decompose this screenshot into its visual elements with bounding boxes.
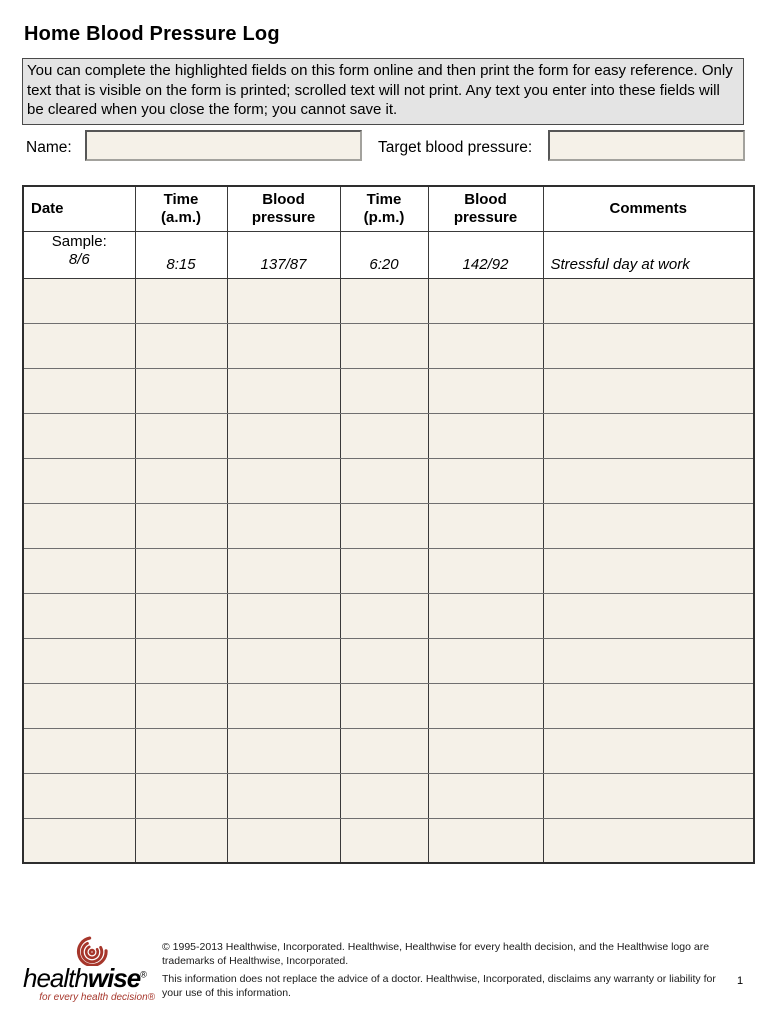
- empty-cell-time-am[interactable]: [135, 458, 227, 503]
- empty-cell-date[interactable]: [23, 413, 135, 458]
- empty-cell-time-am[interactable]: [135, 683, 227, 728]
- empty-cell-blood-pressure-pm[interactable]: [428, 368, 543, 413]
- empty-cell-comments[interactable]: [543, 548, 754, 593]
- empty-cell-comments[interactable]: [543, 773, 754, 818]
- empty-cell-date[interactable]: [23, 503, 135, 548]
- empty-cell-date[interactable]: [23, 818, 135, 863]
- empty-cell-date[interactable]: [23, 368, 135, 413]
- empty-log-row: [23, 683, 754, 728]
- empty-cell-blood-pressure-am[interactable]: [227, 638, 340, 683]
- empty-log-row: [23, 548, 754, 593]
- healthwise-spiral-icon: [71, 936, 113, 966]
- empty-cell-time-am[interactable]: [135, 818, 227, 863]
- empty-cell-comments[interactable]: [543, 323, 754, 368]
- target-bp-input[interactable]: [548, 130, 745, 161]
- blood-pressure-table: [22, 185, 755, 864]
- empty-cell-blood-pressure-pm[interactable]: [428, 278, 543, 323]
- empty-log-row: [23, 413, 754, 458]
- sample-bp-pm-cell: 142/92: [428, 231, 543, 278]
- header-blood-pressure-am: Blood pressure: [227, 186, 340, 231]
- empty-log-row: [23, 593, 754, 638]
- empty-cell-blood-pressure-am[interactable]: [227, 503, 340, 548]
- page-number: 1: [737, 975, 744, 987]
- sample-bp-am-cell: 137/87: [227, 231, 340, 278]
- header-date: Date: [23, 186, 135, 231]
- empty-cell-blood-pressure-pm[interactable]: [428, 638, 543, 683]
- empty-cell-time-pm[interactable]: [340, 278, 428, 323]
- instructions-text: You can complete the highlighted fields on this form online and then print the form for easy reference. Only text that is visible on the form is printed; scrolled text will not print. Any text you enter into these fields will be cleared when you close the form; you cannot save it.: [27, 62, 733, 118]
- empty-cell-time-am[interactable]: [135, 593, 227, 638]
- copyright-text: © 1995-2013 Healthwise, Incorporated. Healthwise, Healthwise for every health decision, and the Healthwise logo are trademarks of Healthwise, Incorporated.: [162, 941, 710, 967]
- empty-log-row: [23, 458, 754, 503]
- empty-cell-time-pm[interactable]: [340, 593, 428, 638]
- bp-table-body: [23, 231, 754, 863]
- empty-cell-date[interactable]: [23, 323, 135, 368]
- empty-cell-blood-pressure-am[interactable]: [227, 818, 340, 863]
- empty-cell-blood-pressure-pm[interactable]: [428, 413, 543, 458]
- empty-cell-blood-pressure-am[interactable]: [227, 278, 340, 323]
- empty-cell-blood-pressure-pm[interactable]: [428, 458, 543, 503]
- empty-cell-blood-pressure-pm[interactable]: [428, 728, 543, 773]
- empty-cell-blood-pressure-am[interactable]: [227, 593, 340, 638]
- empty-log-row: [23, 503, 754, 548]
- empty-cell-comments[interactable]: [543, 728, 754, 773]
- empty-cell-comments[interactable]: [543, 413, 754, 458]
- sample-comments-cell: Stressful day at work: [543, 231, 754, 278]
- sample-date-cell: Sample: 8/6: [23, 231, 135, 278]
- empty-cell-date[interactable]: [23, 548, 135, 593]
- table-header-row: [23, 186, 754, 231]
- healthwise-wordmark: healthwise®: [23, 963, 147, 993]
- empty-cell-date[interactable]: [23, 728, 135, 773]
- empty-cell-comments[interactable]: [543, 638, 754, 683]
- empty-cell-time-pm[interactable]: [340, 458, 428, 503]
- empty-cell-blood-pressure-pm[interactable]: [428, 683, 543, 728]
- empty-cell-blood-pressure-am[interactable]: [227, 413, 340, 458]
- name-input[interactable]: [85, 130, 362, 161]
- empty-log-row: [23, 368, 754, 413]
- sample-time-pm-cell: 6:20: [340, 231, 428, 278]
- empty-cell-time-am[interactable]: [135, 773, 227, 818]
- empty-log-row: [23, 278, 754, 323]
- empty-cell-comments[interactable]: [543, 818, 754, 863]
- empty-cell-blood-pressure-am[interactable]: [227, 458, 340, 503]
- empty-log-row: [23, 728, 754, 773]
- empty-cell-time-am[interactable]: [135, 278, 227, 323]
- empty-log-row: [23, 323, 754, 368]
- footer-legal: [162, 941, 735, 1000]
- empty-cell-date[interactable]: [23, 683, 135, 728]
- disclaimer-text: This information does not replace the advice of a doctor. Healthwise, Incorporated, disclaims any warranty or liability for your use of this information.: [162, 973, 716, 999]
- empty-cell-time-pm[interactable]: [340, 368, 428, 413]
- empty-cell-time-pm[interactable]: [340, 773, 428, 818]
- empty-cell-blood-pressure-am[interactable]: [227, 773, 340, 818]
- header-time-am: Time (a.m.): [135, 186, 227, 231]
- sample-time-am-cell: 8:15: [135, 231, 227, 278]
- empty-cell-date[interactable]: [23, 773, 135, 818]
- empty-cell-blood-pressure-pm[interactable]: [428, 503, 543, 548]
- empty-cell-time-pm[interactable]: [340, 503, 428, 548]
- empty-log-row: [23, 773, 754, 818]
- empty-cell-blood-pressure-am[interactable]: [227, 548, 340, 593]
- empty-cell-time-pm[interactable]: [340, 413, 428, 458]
- empty-cell-time-am[interactable]: [135, 548, 227, 593]
- empty-cell-date[interactable]: [23, 638, 135, 683]
- empty-cell-blood-pressure-am[interactable]: [227, 323, 340, 368]
- empty-cell-comments[interactable]: [543, 503, 754, 548]
- empty-cell-blood-pressure-pm[interactable]: [428, 323, 543, 368]
- empty-cell-blood-pressure-pm[interactable]: [428, 593, 543, 638]
- empty-cell-time-am[interactable]: [135, 728, 227, 773]
- empty-cell-blood-pressure-am[interactable]: [227, 728, 340, 773]
- empty-cell-time-am[interactable]: [135, 503, 227, 548]
- empty-cell-blood-pressure-am[interactable]: [227, 683, 340, 728]
- empty-cell-time-pm[interactable]: [340, 548, 428, 593]
- header-blood-pressure-pm: Blood pressure: [428, 186, 543, 231]
- empty-cell-blood-pressure-pm[interactable]: [428, 548, 543, 593]
- empty-cell-time-pm[interactable]: [340, 728, 428, 773]
- empty-cell-blood-pressure-am[interactable]: [227, 368, 340, 413]
- empty-cell-date[interactable]: [23, 278, 135, 323]
- empty-cell-date[interactable]: [23, 458, 135, 503]
- empty-cell-time-pm[interactable]: [340, 638, 428, 683]
- empty-cell-date[interactable]: [23, 593, 135, 638]
- header-comments: Comments: [543, 186, 754, 231]
- empty-cell-time-pm[interactable]: [340, 818, 428, 863]
- empty-log-row: [23, 638, 754, 683]
- empty-cell-blood-pressure-pm[interactable]: [428, 773, 543, 818]
- empty-cell-time-am[interactable]: [135, 638, 227, 683]
- name-label: Name:: [26, 139, 72, 156]
- empty-cell-time-pm[interactable]: [340, 323, 428, 368]
- empty-cell-time-am[interactable]: [135, 413, 227, 458]
- logo-tagline: for every health decision®: [39, 992, 155, 1003]
- target-bp-label: Target blood pressure:: [378, 139, 533, 156]
- empty-cell-time-am[interactable]: [135, 323, 227, 368]
- empty-cell-time-pm[interactable]: [340, 683, 428, 728]
- page-title: Home Blood Pressure Log: [24, 23, 280, 45]
- registered-mark: ®: [140, 969, 147, 980]
- empty-cell-comments[interactable]: [543, 683, 754, 728]
- empty-cell-comments[interactable]: [543, 593, 754, 638]
- empty-cell-blood-pressure-pm[interactable]: [428, 818, 543, 863]
- empty-log-row: [23, 818, 754, 863]
- sample-row: [23, 231, 754, 278]
- instructions-notice: [22, 58, 744, 125]
- empty-cell-time-am[interactable]: [135, 368, 227, 413]
- empty-cell-comments[interactable]: [543, 278, 754, 323]
- header-time-pm: Time (p.m.): [340, 186, 428, 231]
- empty-cell-comments[interactable]: [543, 458, 754, 503]
- empty-cell-comments[interactable]: [543, 368, 754, 413]
